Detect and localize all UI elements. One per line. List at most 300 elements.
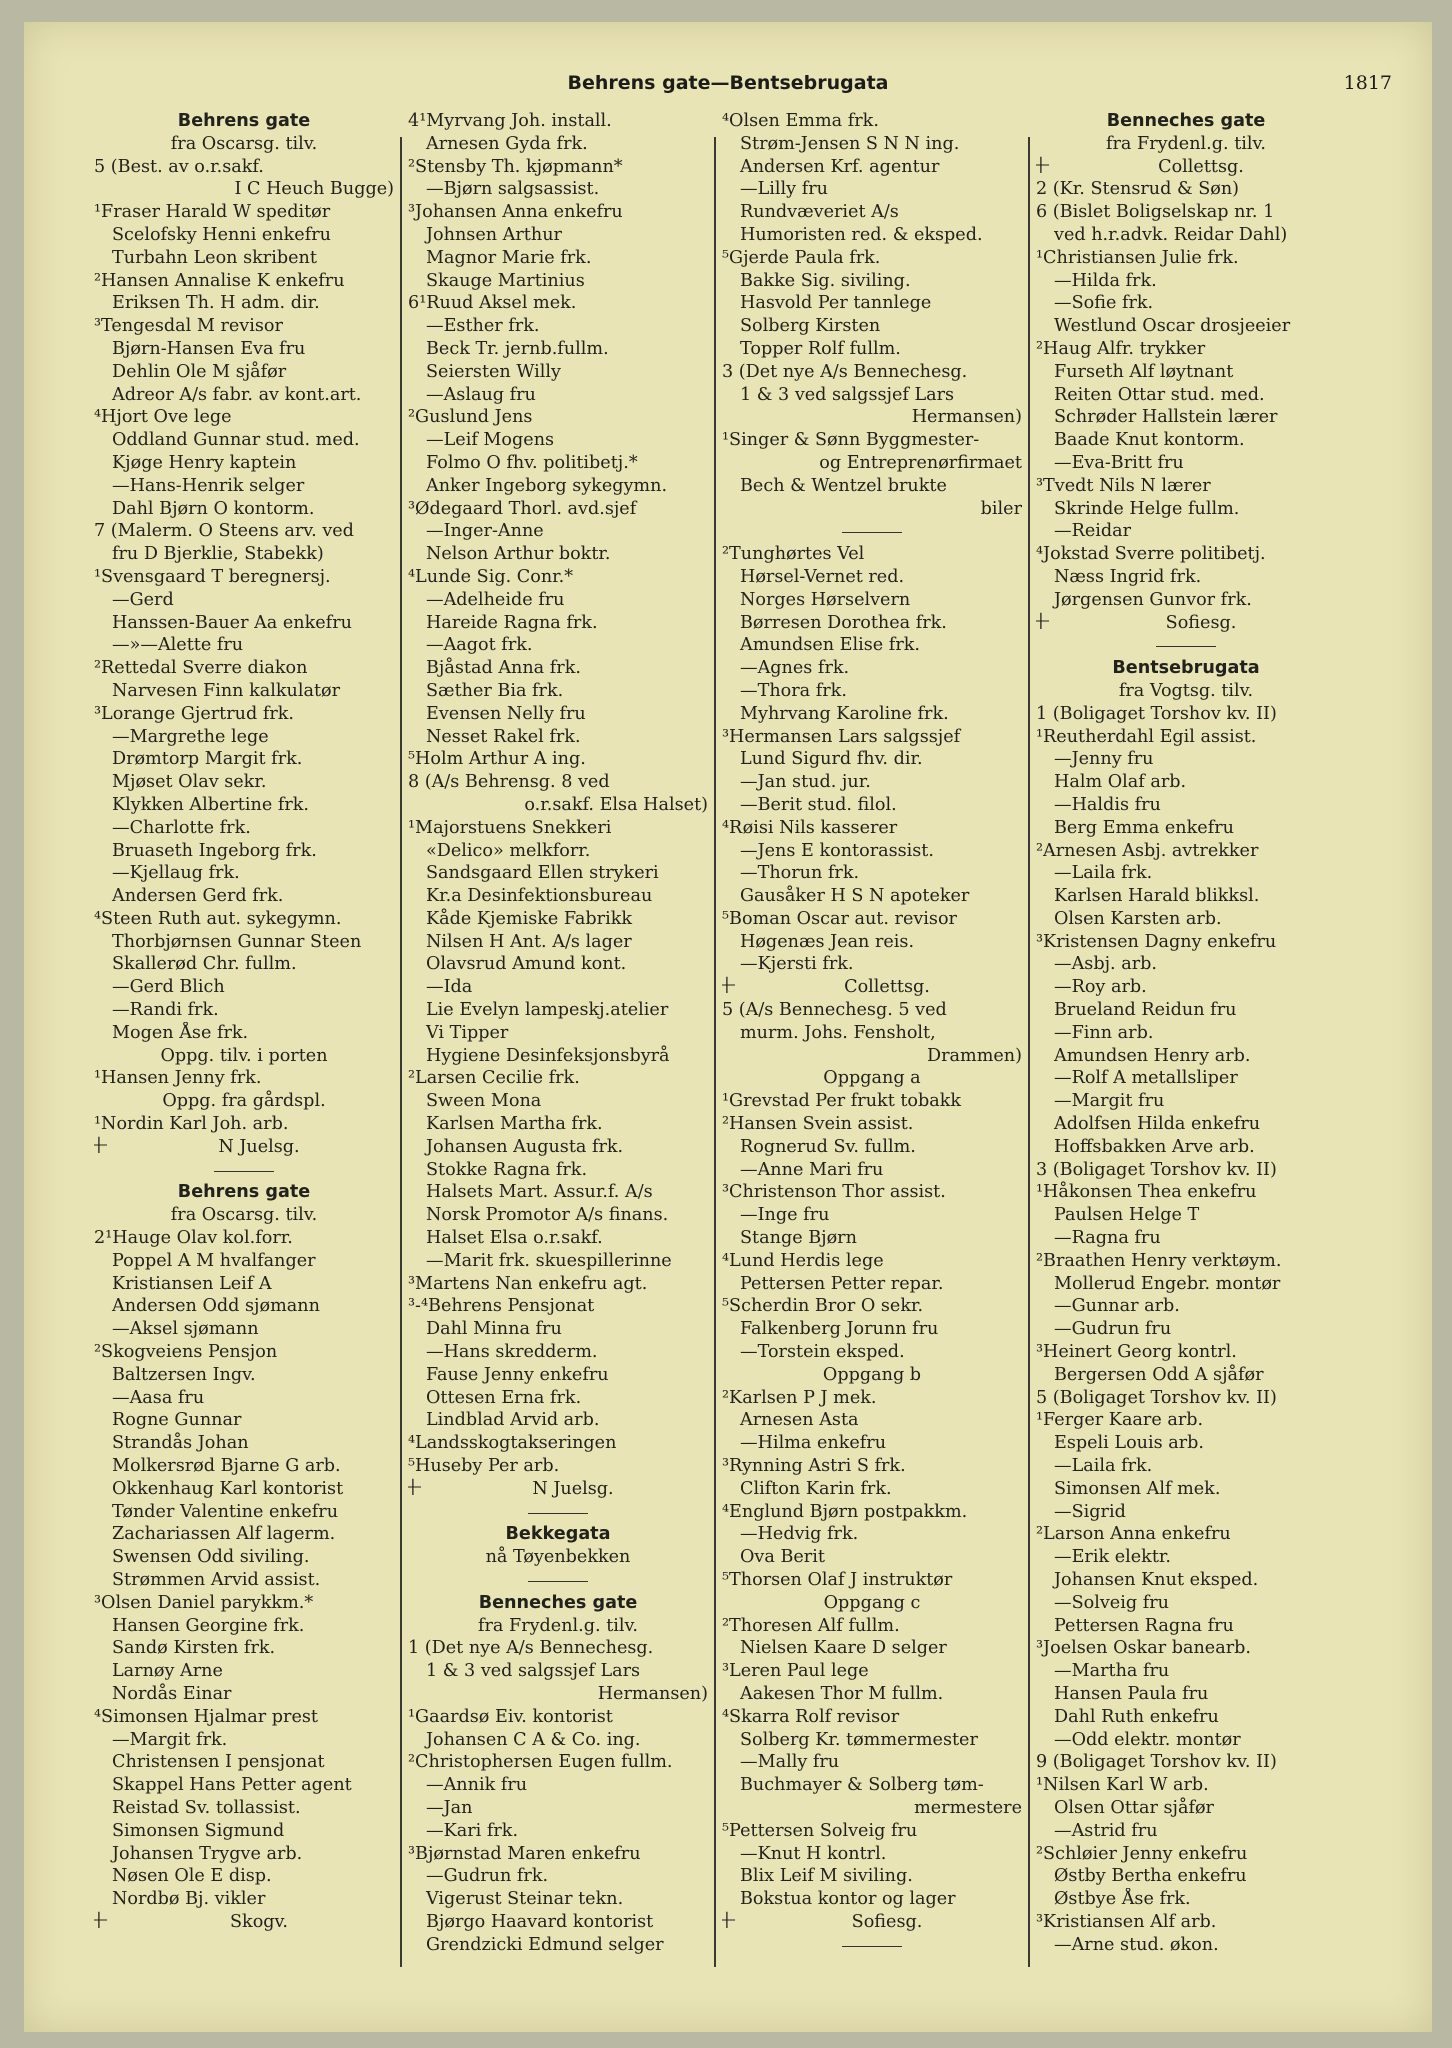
entry-numbered: 7 (Malerm. O Steens arv. ved	[94, 521, 354, 542]
entry-numbered: ¹Nilsen Karl W arb.	[1036, 1775, 1209, 1796]
entry: Aakesen Thor M fullm.	[740, 1683, 944, 1704]
section-heading: Behrens gate	[177, 1182, 311, 1203]
entry-numbered: ⁴Landsskogtakseringen	[408, 1433, 617, 1454]
entry: Eriksen Th. H adm. dir.	[112, 293, 320, 314]
entry: —Aksel sjømann	[112, 1319, 259, 1340]
column-4	[1036, 110, 1336, 1957]
entry: Børresen Dorothea frk.	[740, 612, 947, 633]
entry: murm. Johs. Fensholt,	[740, 1022, 936, 1043]
entry: Lindblad Arvid arb.	[426, 1410, 600, 1431]
cross-street: + Collettsg.	[722, 976, 1022, 999]
entry-numbered: ⁴Skarra Rolf revisor	[722, 1706, 900, 1727]
entry: Nordås Einar	[112, 1683, 232, 1704]
entry-numbered: ²Arnesen Asbj. avtrekker	[1036, 840, 1259, 861]
entry: Hasvold Per tannlege	[740, 293, 932, 314]
entry: —Thora frk.	[740, 680, 847, 701]
entry: —Laila frk.	[1054, 1456, 1153, 1477]
entry: Seiersten Willy	[426, 361, 561, 382]
entry: —Thorun frk.	[740, 863, 860, 884]
entry: Jørgensen Gunvor frk.	[1054, 589, 1252, 610]
column-divider	[714, 137, 716, 1967]
entry-numbered: ²Braathen Henry verktøym.	[1036, 1250, 1282, 1271]
entry: Fause Jenny enkefru	[426, 1364, 609, 1385]
entry: —Hilda frk.	[1054, 270, 1157, 291]
entry-numbered: ¹Svensgaard T beregnersj.	[94, 566, 331, 587]
entry: Skappel Hans Petter agent	[112, 1775, 352, 1796]
entry: Sween Mona	[426, 1091, 542, 1112]
entry: Johansen Knut eksped.	[1054, 1570, 1259, 1590]
entry: Bech & Wentzel brukte	[740, 475, 947, 496]
entry-numbered: ²Larson Anna enkefru	[1036, 1524, 1231, 1545]
entry-numbered: ²Stensby Th. kjøpmann*	[408, 156, 623, 177]
entry-numbered: ³Lorange Gjertrud frk.	[94, 703, 295, 724]
entry: Halsets Mart. Assur.f. A/s	[426, 1182, 653, 1203]
entry: —Hans skredderm.	[426, 1342, 598, 1363]
entry: Westlund Oscar drosjeeier	[1054, 316, 1291, 337]
entry: Beck Tr. jernb.fullm.	[426, 338, 609, 359]
entry: Berg Emma enkefru	[1054, 817, 1234, 838]
entry: Arnesen Gyda frk.	[426, 133, 588, 154]
entry: Mogen Åse frk.	[112, 1022, 249, 1043]
separator	[408, 1501, 708, 1524]
entry-numbered: ¹Nordin Karl Joh. arb.	[94, 1114, 289, 1135]
entry: Adolfsen Hilda enkefru	[1054, 1114, 1261, 1135]
entry: Mjøset Olav sekr.	[112, 772, 267, 793]
entry: Rogne Gunnar	[112, 1410, 242, 1431]
entry-numbered: ²Larsen Cecilie frk.	[408, 1068, 580, 1089]
entry: Clifton Karin frk.	[740, 1478, 892, 1499]
entry: —Jan	[426, 1797, 473, 1818]
entry-numbered: ³Tvedt Nils N lærer	[1036, 475, 1211, 496]
entry: —Inger-Anne	[426, 521, 544, 542]
entry: Skrinde Helge fullm.	[1054, 498, 1240, 519]
entry-numbered: ²Thoresen Alf fullm.	[722, 1615, 900, 1636]
entry: Magnor Marie frk.	[426, 247, 592, 268]
entry-continuation: og Entreprenørfirmaet	[819, 452, 1022, 473]
entry-numbered: 5 (A/s Bennechesg. 5 ved	[722, 1000, 947, 1021]
entry: Stange Bjørn	[740, 1228, 857, 1249]
entry-numbered: 5 (Boligaget Torshov kv. II)	[1036, 1387, 1277, 1408]
separator	[1036, 634, 1336, 657]
entry: Solberg Kirsten	[740, 316, 881, 337]
entry-numbered: ⁵Boman Oscar aut. revisor	[722, 908, 957, 929]
entry-numbered: 1 (Boligaget Torshov kv. II)	[1036, 703, 1277, 724]
entry-numbered: ³Hermansen Lars salgssjef	[722, 726, 961, 747]
entry: Dehlin Ole M sjåfør	[112, 361, 287, 382]
entry-numbered: ³Rynning Astri S frk.	[722, 1456, 906, 1477]
entry: Norsk Promotor A/s finans.	[426, 1205, 669, 1226]
entry-numbered: ³Bjørnstad Maren enkefru	[408, 1843, 641, 1864]
entry: Andersen Odd sjømann	[112, 1296, 320, 1317]
entry: Ova Berit	[740, 1547, 825, 1568]
entry-numbered: ⁴Hjort Ove lege	[94, 407, 232, 428]
entry: Rognerud Sv. fullm.	[740, 1136, 916, 1157]
entry: —Odd elektr. montør	[1054, 1729, 1241, 1750]
entry: Swensen Odd siviling.	[112, 1547, 310, 1568]
entry: —Inge fru	[740, 1205, 830, 1226]
entry: —Martha fru	[1054, 1661, 1170, 1682]
entry: Høgenæs Jean reis.	[740, 931, 915, 952]
entry-numbered: ⁵Huseby Per arb.	[408, 1456, 560, 1477]
entry: Nesset Rakel frk.	[426, 726, 581, 747]
entry: —Adelheide fru	[426, 589, 565, 610]
entry-numbered: ²Hansen Annalise K enkefru	[94, 270, 345, 291]
entry: —Jens E kontorassist.	[740, 840, 934, 861]
entry: Klykken Albertine frk.	[112, 794, 309, 815]
entry-numbered: ¹Reutherdahl Egil assist.	[1036, 726, 1257, 747]
entry: Falkenberg Jorunn fru	[740, 1319, 939, 1340]
entry: Bruaseth Ingeborg frk.	[112, 840, 317, 861]
cross-street: + Sofiesg.	[722, 1911, 1022, 1934]
entry: Turbahn Leon skribent	[112, 247, 317, 268]
entry-numbered: ¹Gaardsø Eiv. kontorist	[408, 1706, 613, 1727]
entry: Larnøy Arne	[112, 1661, 223, 1682]
entry: —Lilly fru	[740, 179, 828, 200]
entry: —Astrid fru	[1054, 1820, 1158, 1841]
entry-numbered: 4¹Myrvang Joh. install.	[408, 111, 612, 131]
entry-numbered: 8 (A/s Behrensg. 8 ved	[408, 772, 610, 793]
entry-numbered: 9 (Boligaget Torshov kv. II)	[1036, 1752, 1277, 1773]
section-heading: Benneches gate	[1106, 111, 1266, 131]
entry: —Solveig fru	[1054, 1592, 1169, 1613]
entry: Nordbø Bj. vikler	[112, 1889, 266, 1910]
entry: Nøsen Ole E disp.	[112, 1866, 272, 1887]
subheading: Oppg. tilv. i porten	[160, 1045, 328, 1066]
entry: Grendzicki Edmund selger	[426, 1934, 664, 1955]
entry: Strandås Johan	[112, 1433, 249, 1454]
entry: Halset Elsa o.r.sakf.	[426, 1228, 603, 1249]
entry: Rundvæveriet A/s	[740, 202, 899, 223]
entry: Nelson Arthur boktr.	[426, 544, 611, 565]
entry: —Asbj. arb.	[1054, 954, 1157, 975]
entry: Bjørn-Hansen Eva fru	[112, 338, 306, 359]
entry-numbered: ³Johansen Anna enkefru	[408, 202, 623, 223]
entry: Amundsen Henry arb.	[1054, 1045, 1251, 1066]
cross-street: + Collettsg.	[1036, 156, 1336, 179]
entry-numbered: ¹Majorstuens Snekkeri	[408, 817, 612, 838]
entry: Scelofsky Henni enkefru	[112, 224, 331, 245]
entry: —Randi frk.	[112, 1000, 219, 1021]
entry: —Aagot frk.	[426, 635, 533, 656]
entry: Hygiene Desinfeksjonsbyrå	[426, 1045, 670, 1066]
entry: Strømmen Arvid assist.	[112, 1570, 321, 1590]
entry-numbered: ¹Ferger Kaare arb.	[1036, 1410, 1204, 1431]
entry: —Mally fru	[740, 1752, 840, 1773]
entry-numbered: 6 (Bislet Boligselskap nr. 1	[1036, 202, 1275, 223]
subheading: Oppgang c	[823, 1592, 921, 1613]
entry: —Marit frk. skuespillerinne	[426, 1250, 672, 1271]
entry: Stokke Ragna frk.	[426, 1159, 588, 1180]
entry: 1 & 3 ved salgssjef Lars	[740, 384, 955, 405]
entry: —Anne Mari fru	[740, 1159, 884, 1180]
entry: Vigerust Steinar tekn.	[426, 1889, 624, 1910]
entry: Andersen Gerd frk.	[112, 886, 284, 907]
entry: Østby Bertha enkefru	[1054, 1866, 1247, 1887]
entry: Molkersrød Bjarne G arb.	[112, 1456, 341, 1477]
entry: Olsen Karsten arb.	[1054, 908, 1222, 929]
entry: —Berit stud. filol.	[740, 794, 897, 815]
entry: Vi Tipper	[426, 1022, 509, 1043]
section-heading: Behrens gate	[177, 111, 311, 131]
entry: Hansen Paula fru	[1054, 1683, 1209, 1704]
entry: Arnesen Asta	[740, 1410, 859, 1431]
entry: Hareide Ragna frk.	[426, 612, 598, 633]
entry: —Margit fru	[1054, 1091, 1165, 1112]
entry: Lund Sigurd fhv. dir.	[740, 749, 923, 770]
entry: —Knut H kontrl.	[740, 1843, 887, 1864]
entry-numbered: ¹Håkonsen Thea enkefru	[1036, 1182, 1257, 1203]
entry: —Rolf A metallsliper	[1054, 1068, 1238, 1089]
entry: Topper Rolf fullm.	[740, 338, 901, 359]
entry: Buchmayer & Solberg tøm-	[740, 1775, 984, 1796]
entry-numbered: ³Leren Paul lege	[722, 1661, 869, 1682]
entry-continuation: mermestere	[914, 1797, 1022, 1818]
entry: Narvesen Finn kalkulatør	[112, 680, 341, 701]
entry: Reiten Ottar stud. med.	[1054, 384, 1265, 405]
entry: —Sigrid	[1054, 1501, 1126, 1522]
entry-numbered: ²Rettedal Sverre diakon	[94, 658, 308, 679]
entry: —Erik elektr.	[1054, 1547, 1171, 1568]
subheading: fra Vogtsg. tilv.	[1118, 680, 1254, 701]
entry: «Delico» melkforr.	[426, 840, 591, 861]
entry: Drømtorp Margit frk.	[112, 749, 303, 770]
entry: Sandø Kirsten frk.	[112, 1638, 276, 1659]
entry: —Aasa fru	[112, 1387, 205, 1408]
entry: Christensen I pensjonat	[112, 1752, 325, 1773]
entry: Dahl Ruth enkefru	[1054, 1706, 1219, 1727]
entry-numbered: 1 (Det nye A/s Bennechesg.	[408, 1638, 654, 1659]
entry: fru D Bjerklie, Stabekk)	[112, 544, 324, 565]
entry-numbered: ³Kristensen Dagny enkefru	[1036, 931, 1277, 952]
entry-numbered: ¹Grevstad Per frukt tobakk	[722, 1091, 962, 1112]
section-heading: Bekkegata	[505, 1524, 611, 1545]
entry: Baltzersen Ingv.	[112, 1364, 256, 1385]
entry-numbered: ³Heinert Georg kontrl.	[1036, 1342, 1237, 1363]
entry-numbered: 3 (Det nye A/s Bennechesg.	[722, 361, 968, 382]
column-1	[94, 110, 394, 1934]
column-2	[408, 110, 708, 1957]
entry: Pettersen Petter repar.	[740, 1273, 944, 1294]
entry: Johnsen Arthur	[426, 224, 562, 245]
entry: Bokstua kontor og lager	[740, 1889, 956, 1910]
entry-numbered: ²Guslund Jens	[408, 407, 533, 428]
entry: Poppel A M hvalfanger	[112, 1250, 316, 1271]
entry-numbered: 6¹Ruud Aksel mek.	[408, 293, 577, 314]
entry: Halm Olaf arb.	[1054, 772, 1187, 793]
entry: —Sofie frk.	[1054, 293, 1154, 314]
entry: —Reidar	[1054, 521, 1132, 542]
entry: Humoristen red. & eksped.	[740, 224, 983, 245]
entry: Karlsen Martha frk.	[426, 1114, 603, 1135]
entry-numbered: ⁴Olsen Emma frk.	[722, 111, 879, 131]
column-3	[722, 110, 1022, 1957]
separator	[722, 520, 1022, 543]
entry: 1 & 3 ved salgssjef Lars	[426, 1661, 641, 1682]
entry: —Jenny fru	[1054, 749, 1154, 770]
subheading: Oppg. fra gårdspl.	[162, 1091, 326, 1112]
separator	[408, 1569, 708, 1592]
entry: Johansen Trygve arb.	[112, 1843, 303, 1864]
entry: Strøm-Jensen S N N ing.	[740, 133, 960, 154]
separator	[94, 1159, 394, 1182]
cross-street: + N Juelsg.	[408, 1478, 708, 1501]
entry: —Bjørn salgsassist.	[426, 179, 600, 200]
page-header	[24, 72, 1432, 102]
entry: —Hans-Henrik selger	[112, 475, 305, 496]
entry-numbered: ⁴Jokstad Sverre politibetj.	[1036, 544, 1266, 565]
entry-numbered: ²Schløier Jenny enkefru	[1036, 1843, 1248, 1864]
entry: Amundsen Elise frk.	[740, 635, 920, 656]
entry-numbered: 2 (Kr. Stensrud & Søn)	[1036, 179, 1240, 200]
entry: —Ragna fru	[1054, 1228, 1161, 1249]
cross-street: + N Juelsg.	[94, 1136, 394, 1159]
entry: Ottesen Erna frk.	[426, 1387, 582, 1408]
entry: Oddland Gunnar stud. med.	[112, 430, 360, 451]
entry: —Margit frk.	[112, 1729, 228, 1750]
entry: Espeli Louis arb.	[1054, 1433, 1205, 1454]
entry: Hanssen-Bauer Aa enkefru	[112, 612, 352, 633]
entry-numbered: ⁵Pettersen Solveig fru	[722, 1820, 918, 1841]
entry: Østbye Åse frk.	[1054, 1889, 1191, 1910]
entry: Zachariassen Alf lagerm.	[112, 1524, 336, 1545]
entry: —Aslaug fru	[426, 384, 536, 405]
entry: Hansen Georgine frk.	[112, 1615, 305, 1636]
entry: Dahl Bjørn O kontorm.	[112, 498, 315, 519]
entry: —Esther frk.	[426, 316, 540, 337]
entry: —Leif Mogens	[426, 430, 555, 451]
entry: Simonsen Alf mek.	[1054, 1478, 1221, 1499]
entry: Gausåker H S N apoteker	[740, 886, 970, 907]
entry: —Gudrun frk.	[426, 1866, 549, 1887]
entry: Kjøge Henry kaptein	[112, 452, 297, 473]
entry: Olsen Ottar sjåfør	[1054, 1797, 1214, 1818]
cross-street: + Skogv.	[94, 1911, 394, 1934]
entry: Lie Evelyn lampeskj.atelier	[426, 1000, 669, 1021]
entry-numbered: ³Olsen Daniel parykkm.*	[94, 1592, 314, 1613]
entry-numbered: 5 (Best. av o.r.sakf.	[94, 156, 264, 177]
entry: Thorbjørnsen Gunnar Steen	[112, 931, 362, 952]
entry-numbered: ³Joelsen Oskar banearb.	[1036, 1638, 1251, 1659]
entry: Bjåstad Anna frk.	[426, 658, 581, 679]
entry: —Kari frk.	[426, 1820, 519, 1841]
entry: —Gudrun fru	[1054, 1319, 1172, 1340]
entry-continuation: Hermansen)	[911, 407, 1022, 428]
entry: Dahl Minna fru	[426, 1319, 562, 1340]
section-heading: Benneches gate	[478, 1592, 638, 1613]
entry: —Charlotte frk.	[112, 817, 251, 838]
entry-continuation: Drammen)	[927, 1045, 1022, 1066]
entry: Pettersen Ragna fru	[1054, 1615, 1234, 1636]
entry-numbered: ⁴Englund Bjørn postpakkm.	[722, 1501, 968, 1522]
entry: —Kjellaug frk.	[112, 863, 240, 884]
page-number: 1817	[1343, 72, 1392, 94]
subheading: Oppgang b	[822, 1364, 922, 1385]
entry: Brueland Reidun fru	[1054, 1000, 1237, 1021]
entry: Evensen Nelly fru	[426, 703, 586, 724]
entry-continuation: Hermansen)	[597, 1683, 708, 1704]
entry-continuation: I C Heuch Bugge)	[234, 179, 394, 200]
entry: —Torstein eksped.	[740, 1342, 905, 1363]
entry: —Jan stud. jur.	[740, 772, 871, 793]
entry: —Haldis fru	[1054, 794, 1161, 815]
entry: —Margrethe lege	[112, 726, 269, 747]
entry: —Eva-Britt fru	[1054, 452, 1184, 473]
entry: Andersen Krf. agentur	[740, 156, 940, 177]
column-divider	[1028, 137, 1030, 1967]
subheading: fra Frydenl.g. tilv.	[1105, 133, 1266, 154]
entry: —Hilma enkefru	[740, 1433, 887, 1454]
entry: Blix Leif M siviling.	[740, 1866, 913, 1887]
entry: Kr.a Desinfektionsbureau	[426, 886, 653, 907]
entry: Skauge Martinius	[426, 270, 585, 291]
subheading: Oppgang a	[823, 1068, 921, 1089]
entry-numbered: ³-⁴Behrens Pensjonat	[408, 1296, 595, 1317]
entry: Hørsel-Vernet red.	[740, 566, 905, 587]
entry: —Gerd Blich	[112, 977, 225, 998]
entry-numbered: 3 (Boligaget Torshov kv. II)	[1036, 1159, 1277, 1180]
separator	[722, 1934, 1022, 1957]
entry: —Finn arb.	[1054, 1022, 1154, 1043]
subheading: fra Frydenl.g. tilv.	[477, 1615, 638, 1636]
entry: Baade Knut kontorm.	[1054, 430, 1245, 451]
entry-numbered: ⁴Lunde Sig. Conr.*	[408, 566, 574, 587]
subheading: fra Oscarsg. tilv.	[170, 133, 318, 154]
entry: —Kjersti frk.	[740, 954, 854, 975]
entry: Folmo O fhv. politibetj.*	[426, 452, 638, 473]
entry-continuation: biler	[980, 498, 1022, 519]
entry: Reistad Sv. tollassist.	[112, 1797, 301, 1818]
entry: Kåde Kjemiske Fabrikk	[426, 908, 633, 929]
entry-numbered: ¹Hansen Jenny frk.	[94, 1068, 262, 1089]
entry-numbered: ⁴Simonsen Hjalmar prest	[94, 1706, 318, 1727]
entry-numbered: ³Tengesdal M revisor	[94, 316, 283, 337]
entry: —Annik fru	[426, 1775, 528, 1796]
entry: —Roy arb.	[1054, 977, 1147, 998]
entry: Næss Ingrid frk.	[1054, 566, 1202, 587]
subheading: fra Oscarsg. tilv.	[170, 1205, 318, 1226]
entry: Norges Hørselvern	[740, 589, 911, 610]
entry: Nielsen Kaare D selger	[740, 1638, 947, 1659]
entry: Karlsen Harald blikksl.	[1054, 886, 1260, 907]
entry: Solberg Kr. tømmermester	[740, 1729, 978, 1750]
entry: Sandsgaard Ellen strykeri	[426, 863, 659, 884]
entry: Hoffsbakken Arve arb.	[1054, 1136, 1255, 1157]
entry: Furseth Alf løytnant	[1054, 361, 1234, 382]
entry: ved h.r.advk. Reidar Dahl)	[1054, 224, 1288, 245]
column-divider	[400, 137, 402, 1967]
entry-numbered: ⁵Holm Arthur A ing.	[408, 749, 586, 770]
entry: Skallerød Chr. fullm.	[112, 954, 297, 975]
entry: —Gerd	[112, 589, 174, 610]
entry: —Agnes frk.	[740, 658, 850, 679]
entry: —Hedvig frk.	[740, 1524, 859, 1545]
entry: Sæther Bia frk.	[426, 680, 564, 701]
entry: —Laila frk.	[1054, 863, 1153, 884]
entry-numbered: ¹Christiansen Julie frk.	[1036, 247, 1239, 268]
entry: Olavsrud Amund kont.	[426, 954, 627, 975]
section-heading: Bentsebrugata	[1112, 658, 1260, 679]
entry: Johansen C A & Co. ing.	[426, 1729, 641, 1750]
directory-page	[24, 22, 1432, 2032]
entry: Myhrvang Karoline frk.	[740, 703, 949, 724]
entry-numbered: ⁴Lund Herdis lege	[722, 1250, 884, 1271]
entry: Bergersen Odd A sjåfør	[1054, 1364, 1264, 1385]
entry: Kristiansen Leif A	[112, 1273, 272, 1294]
entry-numbered: ²Christophersen Eugen fullm.	[408, 1752, 673, 1773]
entry: Nilsen H Ant. A/s lager	[426, 931, 632, 952]
entry-numbered: ⁴Røisi Nils kasserer	[722, 817, 898, 838]
entry-numbered: ³Kristiansen Alf arb.	[1036, 1911, 1217, 1932]
